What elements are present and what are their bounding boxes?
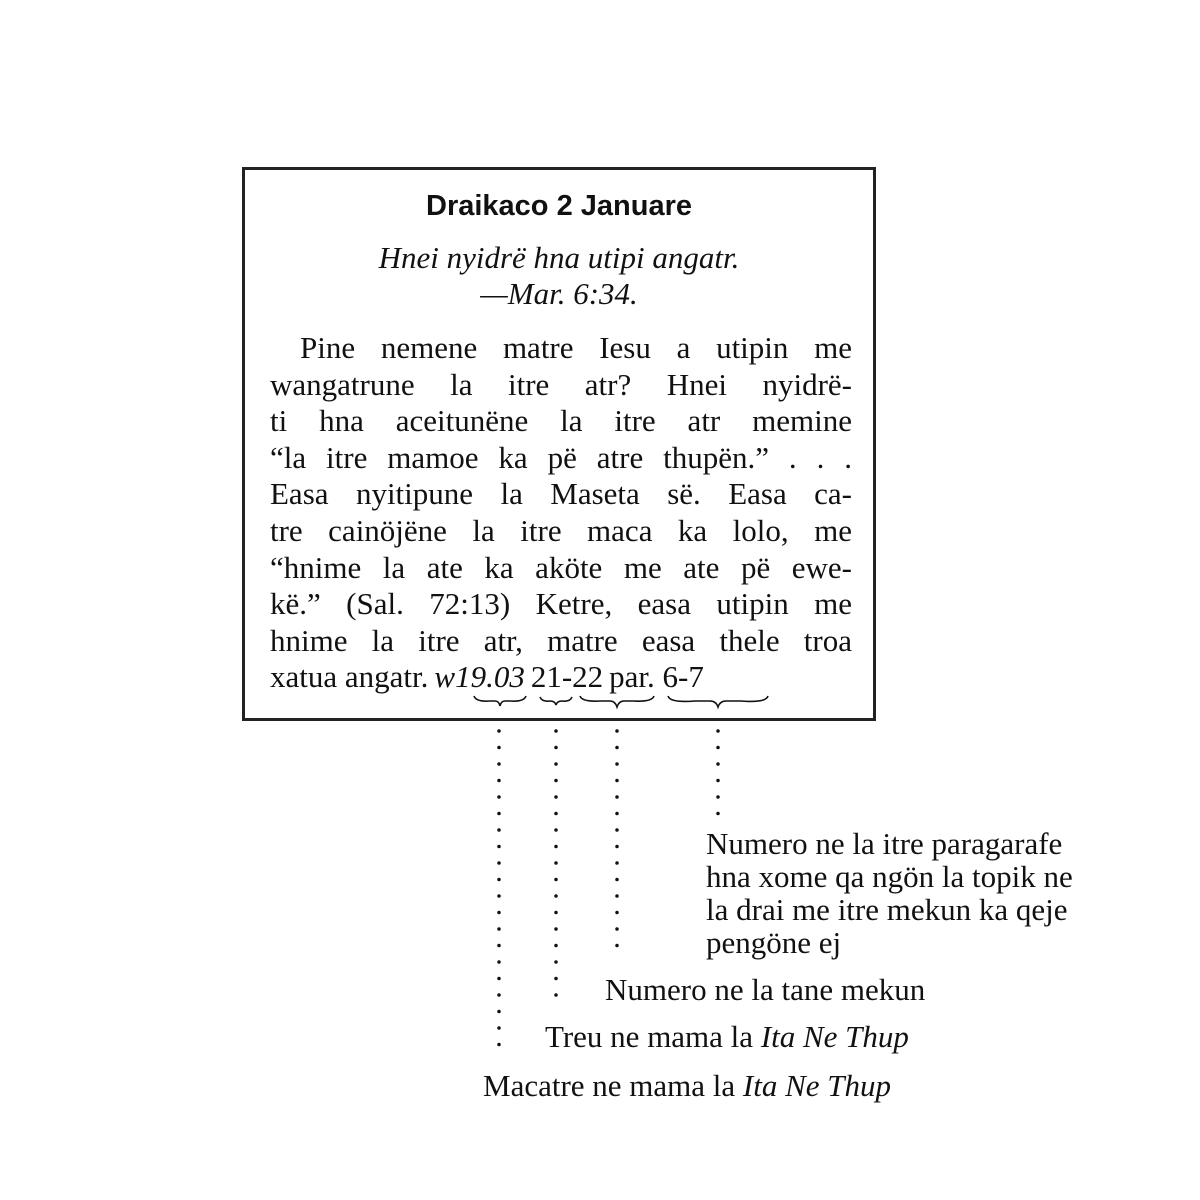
- callout-text: Macatre ne mama la: [483, 1068, 743, 1103]
- brace-paragraphs: [668, 696, 768, 707]
- callout-magazine-title: Ita Ne Thup: [760, 1019, 909, 1054]
- body-line: Pine nemene matre Iesu a utipin me: [300, 330, 852, 365]
- brace-issue: [540, 697, 572, 705]
- ref-publication: w19: [434, 659, 487, 695]
- callout-text: Treu ne mama la: [545, 1019, 761, 1054]
- callout-paragraphs: [706, 827, 1073, 959]
- ref-paragraphs: par. 6-7: [609, 659, 704, 695]
- callout-year: [483, 1069, 891, 1102]
- date-title: Draikaco 2 Januare: [426, 190, 692, 222]
- brace-publication: [474, 696, 526, 706]
- body-line: “hnime la ate ka aköte me ate pë ewe-: [270, 549, 852, 585]
- body-line: Easa nyitipune la Maseta së. Easa ca-: [270, 476, 852, 512]
- callout-line: hna xome qa ngön la topik ne: [706, 859, 1073, 894]
- callout-line: Numero ne la itre paragarafe: [706, 826, 1063, 861]
- last-line-text: xatua angatr.: [270, 659, 429, 695]
- ref-issue: .03: [486, 659, 525, 695]
- body-line: wangatrune la itre atr? Hnei nyidrë-: [270, 366, 852, 402]
- body-line: ti hna aceitunëne la itre atr memine: [270, 403, 852, 439]
- brace-pages: [580, 696, 654, 707]
- body-line: hnime la itre atr, matre easa thele troa: [270, 622, 852, 658]
- callout-issue: [545, 1020, 909, 1053]
- body-line: “la itre mamoe ka pë atre thupën.” . . .: [270, 439, 852, 475]
- callout-line: pengöne ej: [706, 925, 842, 960]
- ref-pages: 21-22: [530, 659, 604, 695]
- callout-magazine-title: Ita Ne Thup: [742, 1068, 892, 1103]
- body-line: tre cainöjëne la itre maca ka lolo, me: [270, 512, 852, 548]
- callout-pages: Numero ne la tane mekun: [605, 972, 926, 1007]
- body-line: kë.” (Sal. 72:13) Ketre, easa utipin me: [270, 586, 852, 622]
- callout-line: la drai me itre mekun ka qeje: [706, 892, 1068, 927]
- verse-text: Hnei nyidrë hna utipi angatr.: [378, 240, 740, 275]
- verse-reference: —Mar. 6:34.: [480, 276, 638, 311]
